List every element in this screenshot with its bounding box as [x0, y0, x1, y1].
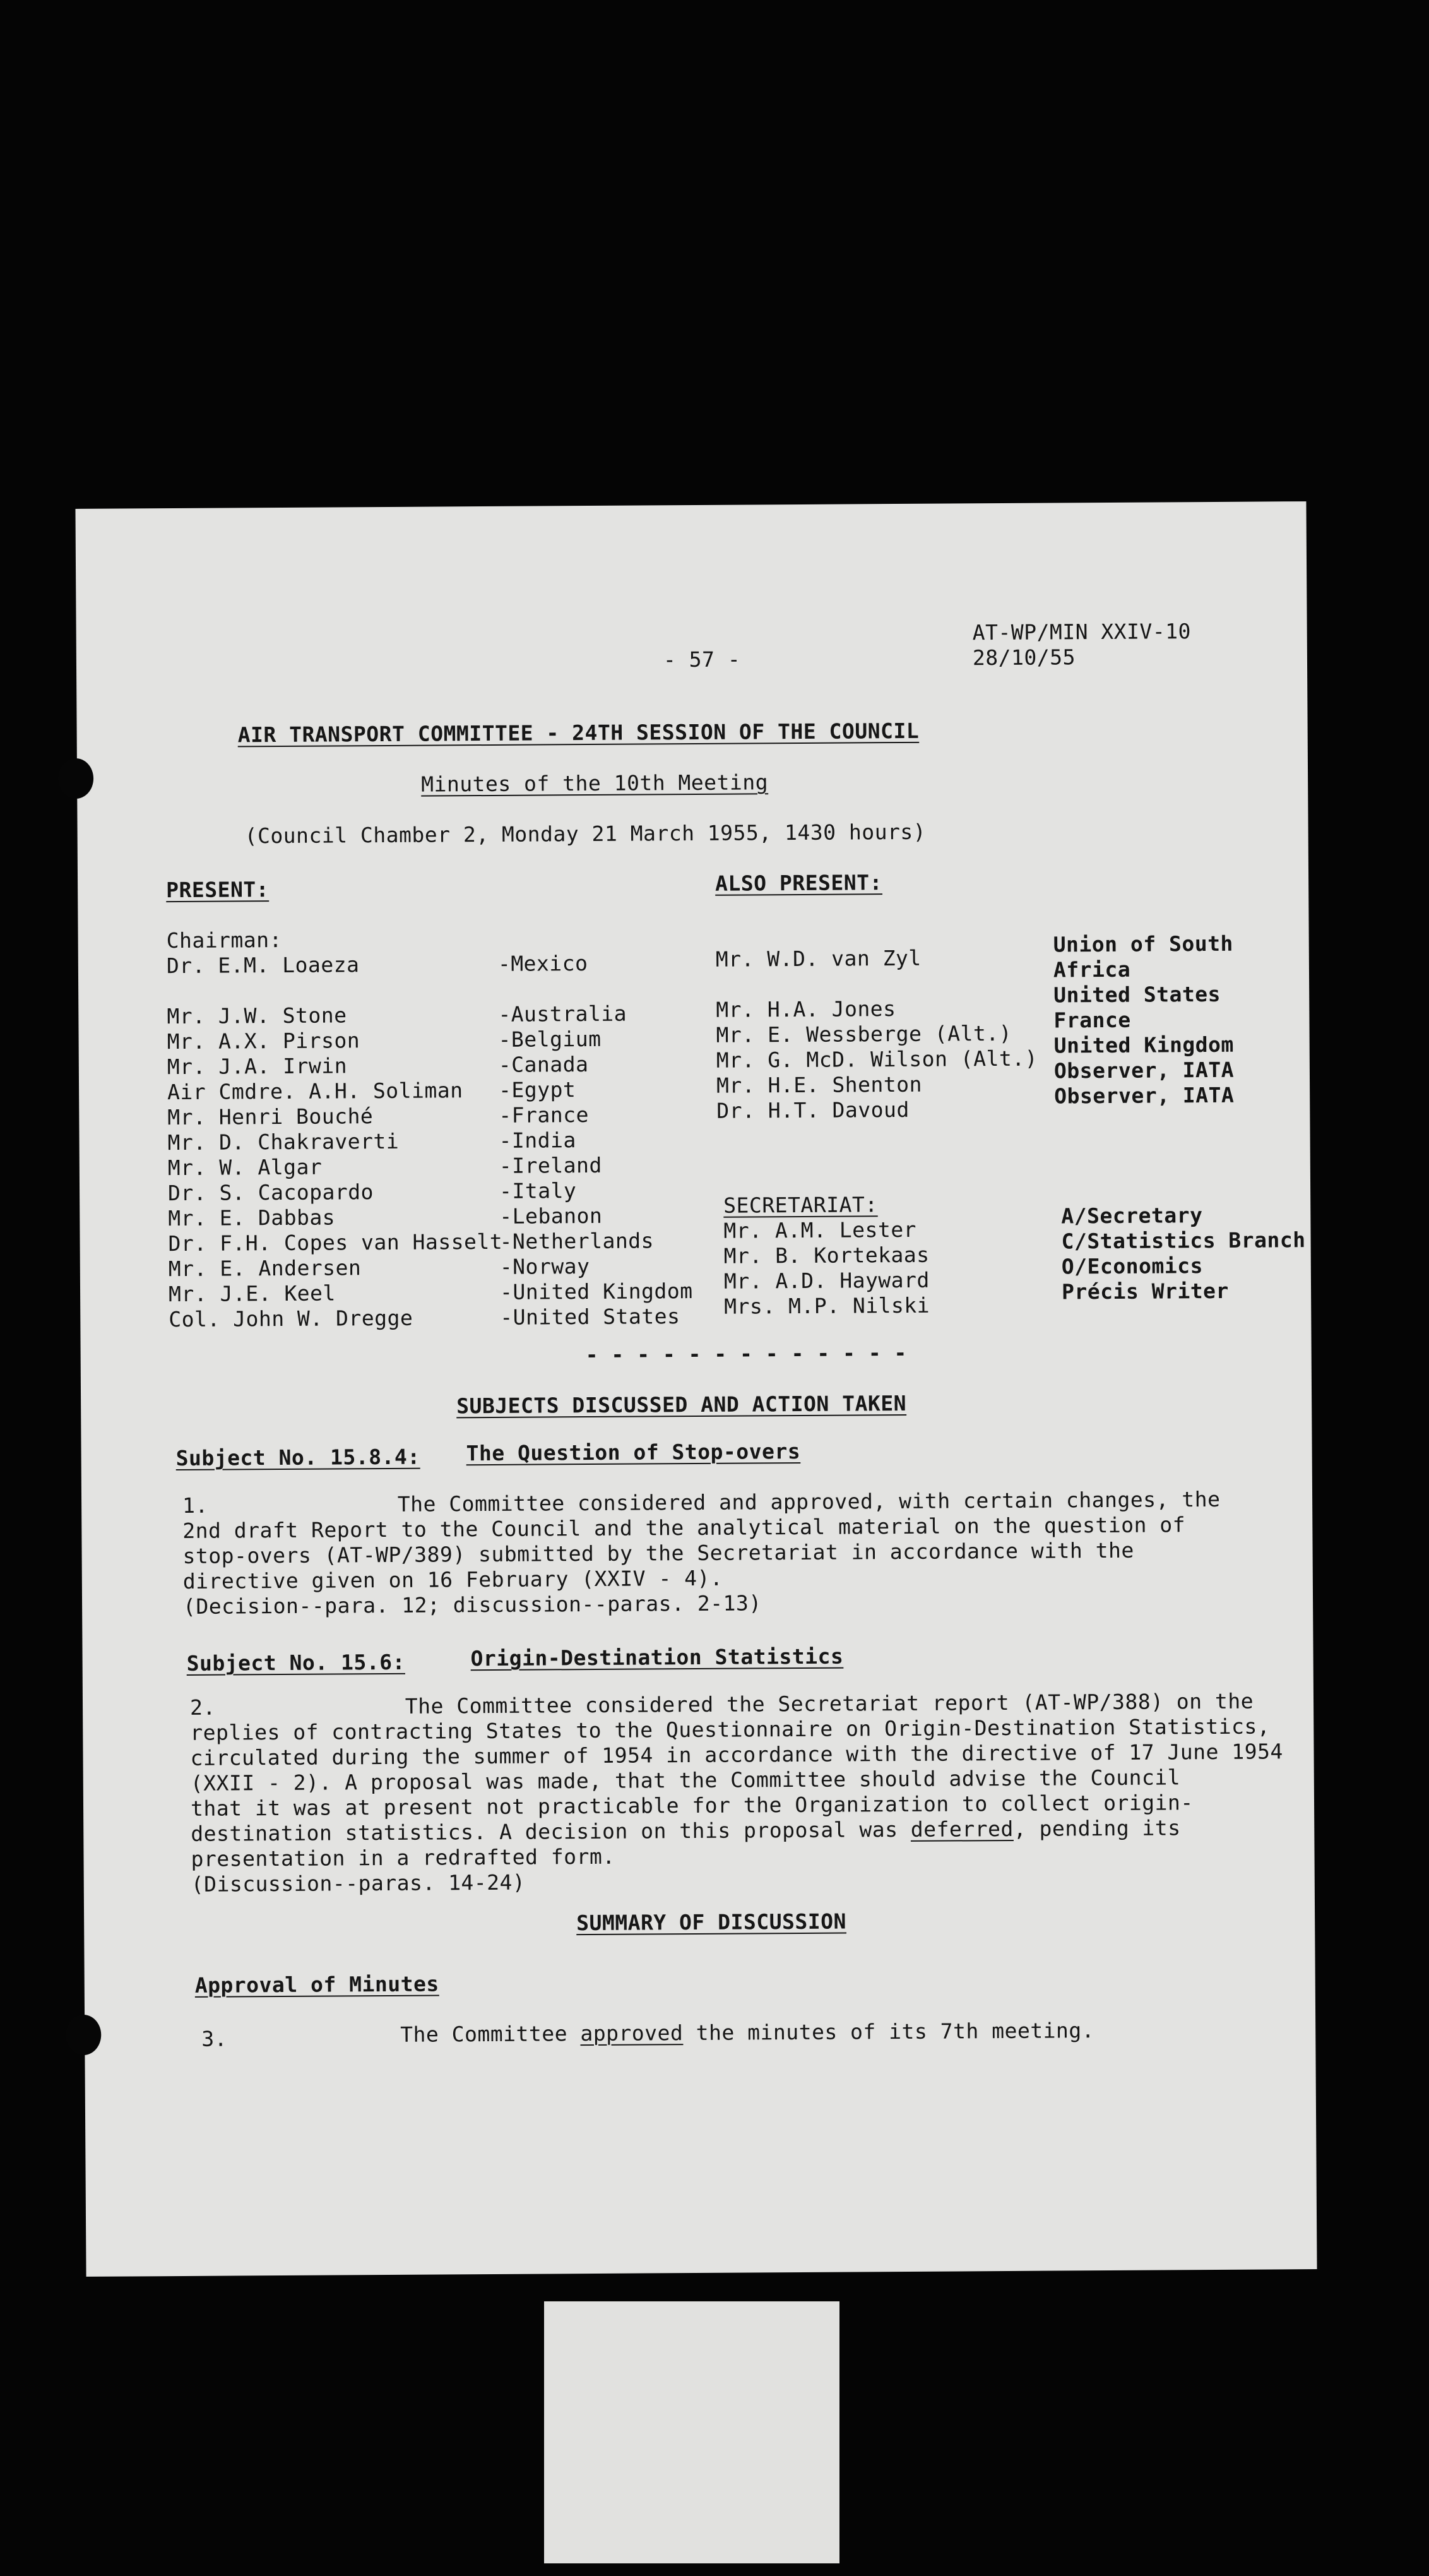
member-name: Mr. W. Algar [167, 1154, 323, 1181]
also-present-name: Dr. H.T. Davoud [716, 1097, 910, 1123]
also-present-name: Mr. E. Wessberge (Alt.) [716, 1020, 1012, 1047]
subject-number: Subject No. 15.6: [186, 1649, 406, 1676]
paper-slip [544, 2301, 839, 2563]
also-present-name: Mr. G. McD. Wilson (Alt.) [716, 1046, 1038, 1073]
document-reference: AT-WP/MIN XXIV-10 [972, 619, 1192, 645]
subject-title: Origin-Destination Statistics [470, 1643, 844, 1671]
chairman-country: -Mexico [497, 951, 588, 976]
member-country: -Australia [498, 1001, 627, 1027]
deferred-word: deferred [910, 1816, 1014, 1842]
member-name: Col. John W. Dregge [169, 1305, 413, 1332]
member-name: Mr. D. Chakraverti [167, 1128, 400, 1155]
document-date: 28/10/55 [972, 645, 1076, 671]
also-present-name: Mr. W.D. van Zyl [715, 945, 922, 972]
member-country: -France [499, 1102, 590, 1128]
meeting-subtitle: Minutes of the 10th Meeting [421, 770, 769, 797]
member-country: -Italy [499, 1178, 577, 1203]
member-country: -Netherlands [499, 1228, 655, 1254]
member-name: Mr. Henri Bouché [167, 1104, 374, 1130]
subject-title: The Question of Stop-overs [466, 1438, 801, 1466]
secretariat-role: Précis Writer [1061, 1278, 1229, 1304]
member-country: -United Kingdom [499, 1279, 693, 1304]
summary-heading: SUMMARY OF DISCUSSION [576, 1909, 847, 1936]
secretariat-name: Mrs. M.P. Nilski [724, 1292, 930, 1319]
document-page [75, 501, 1317, 2277]
also-present-role: Union of South [1053, 931, 1233, 957]
also-present-role: United Kingdom [1053, 1032, 1234, 1058]
also-present-role: Observer, IATA [1054, 1082, 1235, 1109]
member-country: -Belgium [498, 1026, 602, 1052]
paragraph-2: 2. The Committee considered the Secretariat report (AT-WP/388) on the replies of contracting States to the Questionnaire on Origin-Destination Statistics, circulated during the summer of 1954 in accordance with the directive of 17 June 1954 (XXII - 2). A proposal was made, that the Committee should advise the Council that it was at present not practicable for the Organization to collect origin- destination statistics. A decision on this proposal was deferred, pending its presentation in a redrafted form. (Discussion--paras. 14-24) [189, 1688, 1283, 1897]
member-country: -Norway [499, 1254, 590, 1279]
paragraph-3: The Committee approved the minutes of its 7th meeting. [400, 2018, 1095, 2047]
subjects-heading: SUBJECTS DISCUSSED AND ACTION TAKEN [456, 1390, 907, 1419]
paragraph-number: 1. [182, 1493, 208, 1518]
member-country: -India [499, 1128, 576, 1153]
member-name: Dr. S. Cacopardo [167, 1179, 374, 1206]
chairman-name: Dr. E.M. Loaeza [166, 952, 360, 979]
member-name: Mr. J.E. Keel [168, 1280, 336, 1307]
meeting-place-time: (Council Chamber 2, Monday 21 March 1955, 1430 hours) [244, 819, 927, 849]
secretariat-heading: SECRETARIAT: [723, 1192, 878, 1218]
punch-hole [66, 2015, 101, 2055]
also-present-role: France [1053, 1007, 1131, 1033]
paragraph-number: 2. [189, 1695, 216, 1720]
member-country: -United States [500, 1304, 680, 1330]
also-present-heading: ALSO PRESENT: [714, 870, 883, 896]
member-country: -Lebanon [499, 1203, 603, 1229]
secretariat-role: O/Economics [1061, 1253, 1203, 1279]
member-name: Mr. E. Dabbas [168, 1205, 336, 1231]
secretariat-role: A/Secretary [1061, 1203, 1203, 1229]
also-present-name: Mr. H.E. Shenton [716, 1071, 923, 1098]
member-name: Mr. A.X. Pirson [167, 1028, 360, 1054]
also-present-role: Observer, IATA [1053, 1057, 1235, 1083]
secretariat-role: C/Statistics Branch [1061, 1227, 1306, 1254]
approval-heading: Approval of Minutes [194, 1971, 439, 1998]
member-name: Mr. E. Andersen [168, 1255, 362, 1282]
punch-hole [58, 758, 93, 799]
member-name: Air Cmdre. A.H. Soliman [167, 1078, 463, 1105]
chairman-label: Chairman: [166, 927, 283, 953]
present-heading: PRESENT: [166, 877, 270, 903]
page-number: - 57 - [663, 647, 741, 672]
member-country: -Egypt [498, 1077, 576, 1102]
secretariat-name: Mr. B. Kortekaas [723, 1242, 930, 1268]
section-divider: - - - - - - - - - - - - - [585, 1340, 907, 1368]
also-present-role: United States [1053, 981, 1221, 1008]
member-country: -Canada [498, 1052, 589, 1077]
paragraph-number: 3. [201, 2026, 228, 2051]
member-name: Mr. J.A. Irwin [167, 1053, 348, 1080]
also-present-name: Mr. H.A. Jones [716, 996, 896, 1022]
member-name: Dr. F.H. Copes van Hasselt [168, 1229, 503, 1256]
member-name: Mr. J.W. Stone [167, 1003, 347, 1029]
also-present-role: Africa [1053, 957, 1131, 982]
paragraph-1: 1. The Committee considered and approved, with certain changes, the 2nd draft Report to the Council and the analytical material on the question of stop-overs (AT-WP/389) submitted by the Secretariat in accordance with the directive given on 16 February (XXIV - 4). (Decision--para. 12; discussion--paras. 2-13) [182, 1486, 1221, 1619]
member-country: -Ireland [499, 1152, 602, 1178]
secretariat-name: Mr. A.M. Lester [723, 1217, 917, 1243]
subject-number: Subject No. 15.8.4: [175, 1444, 420, 1471]
approved-word: approved [580, 2020, 684, 2046]
document-title: AIR TRANSPORT COMMITTEE - 24TH SESSION OF THE COUNCIL [237, 718, 920, 748]
secretariat-name: Mr. A.D. Hayward [723, 1267, 930, 1294]
